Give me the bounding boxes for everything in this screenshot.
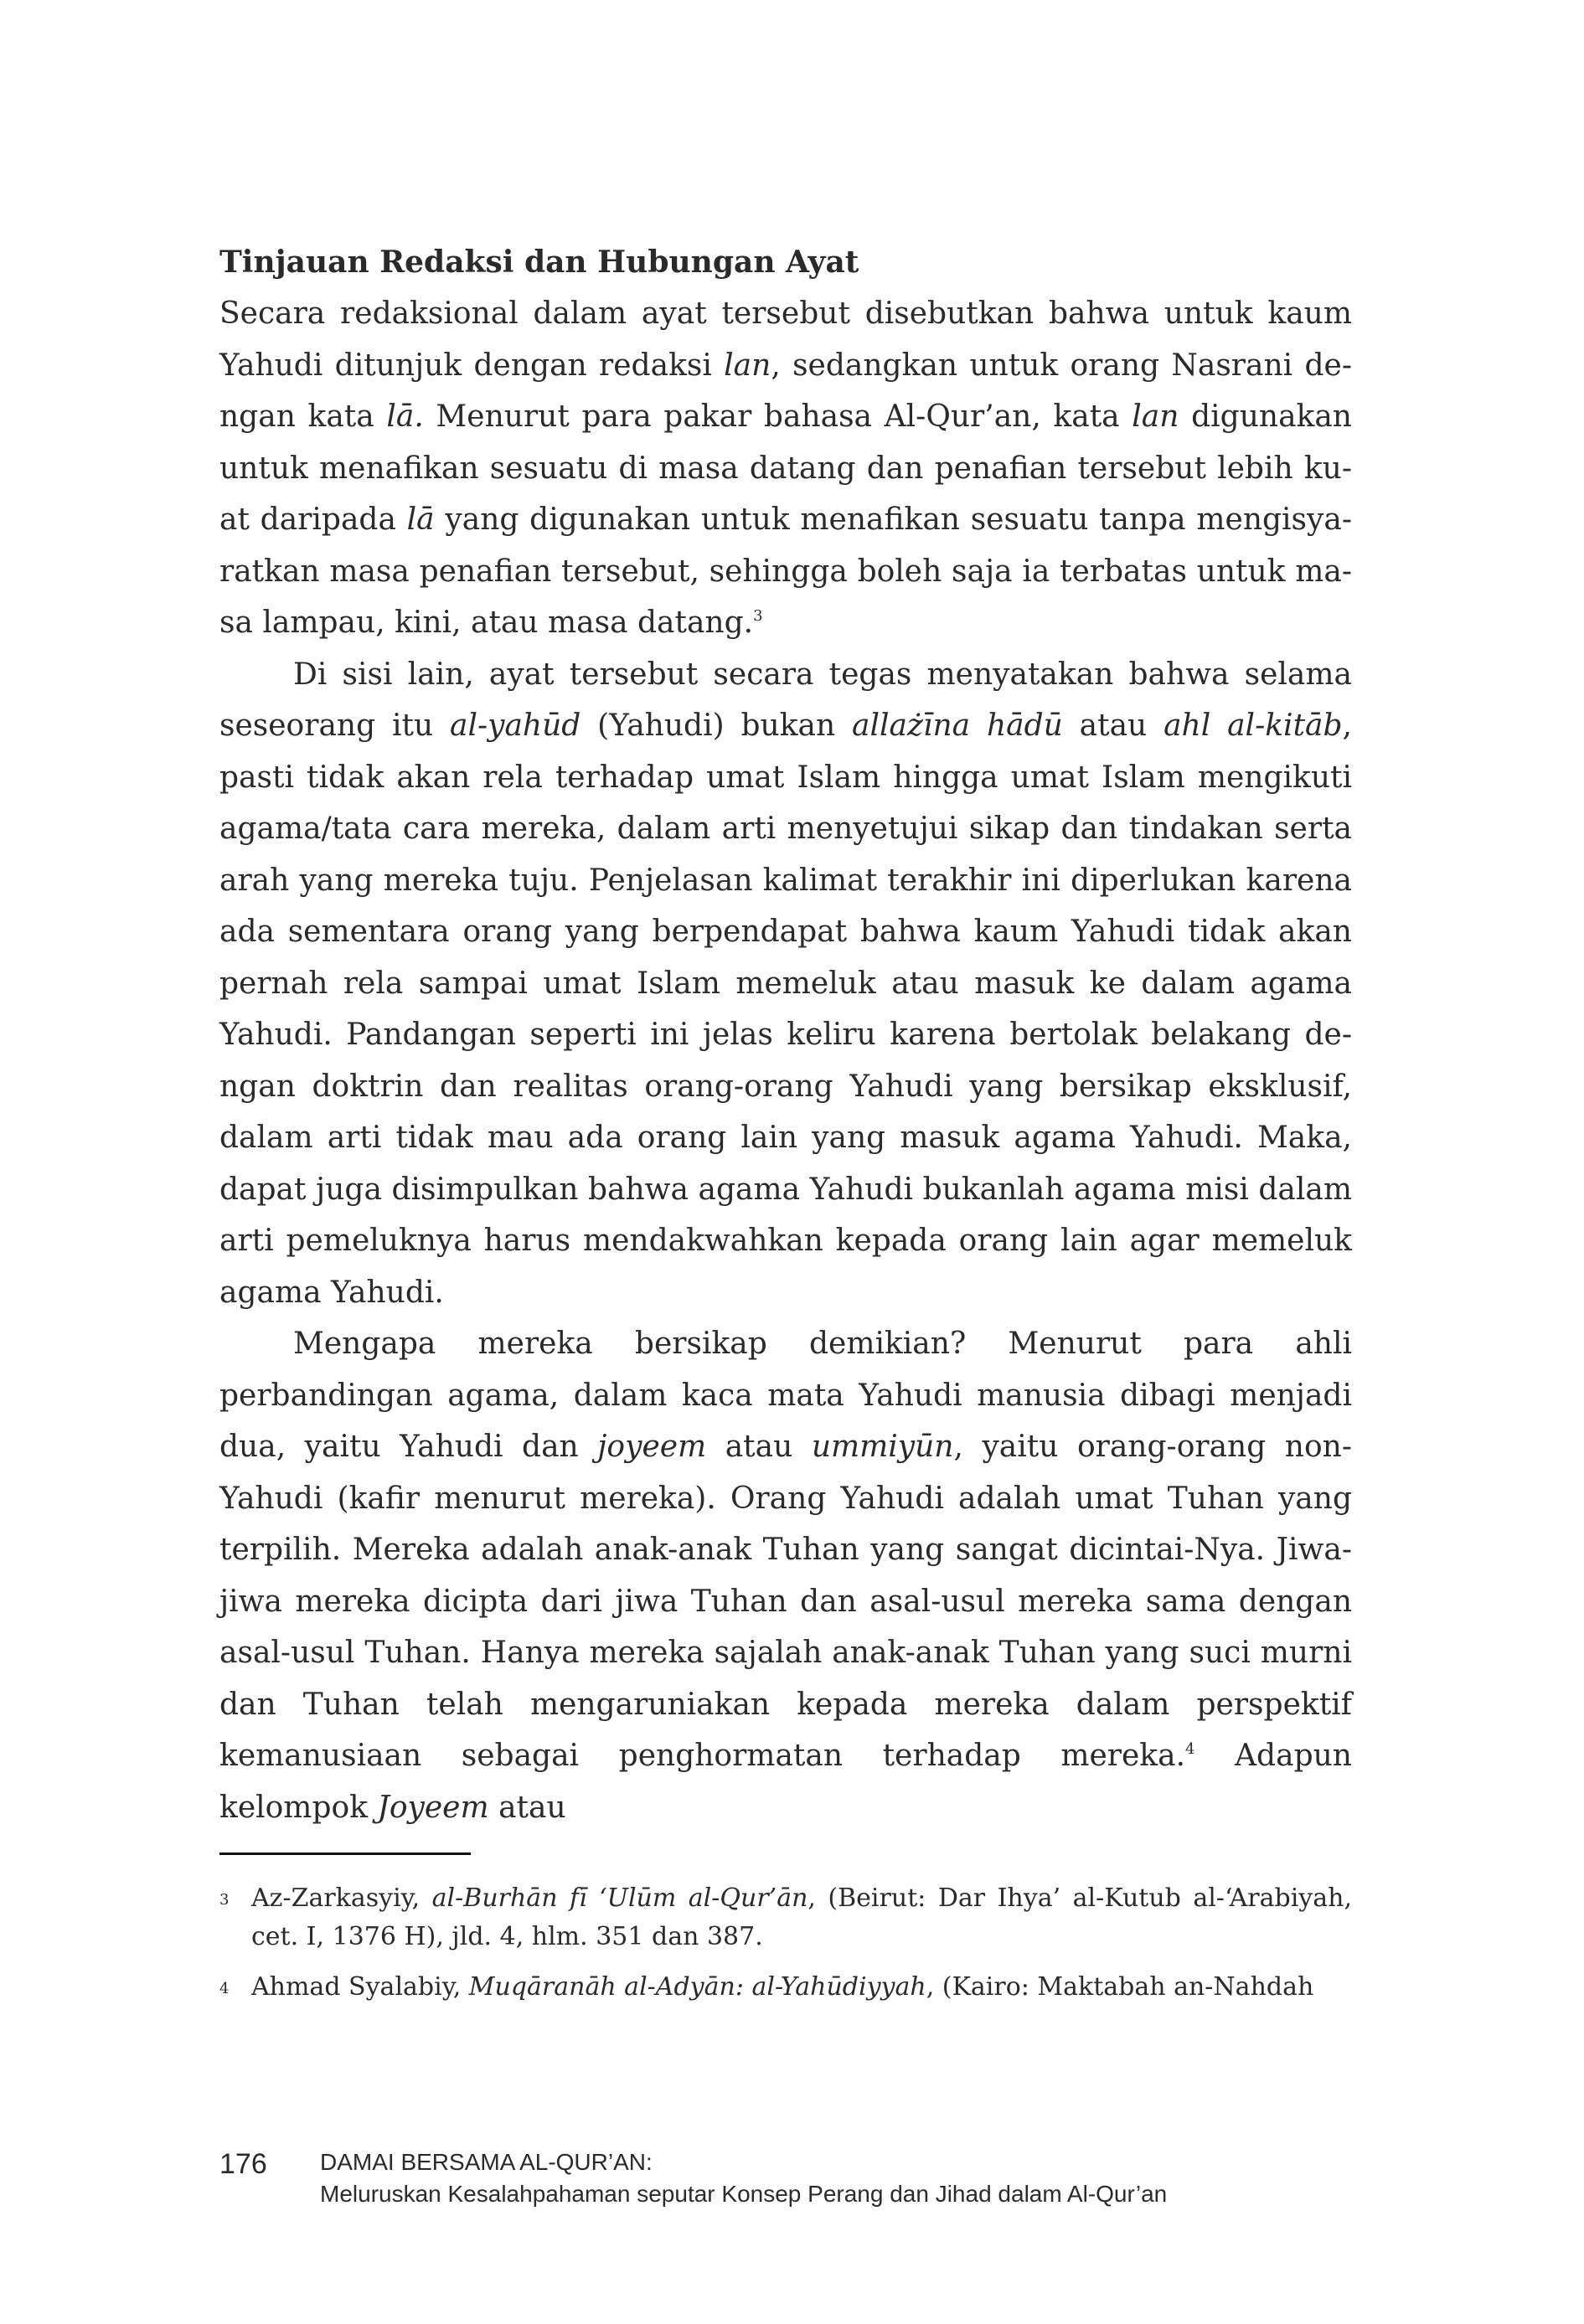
text-run: yang digunakan untuk menafikan sesuatu tanpa mengisyaratkan masa penafian tersebut, sehingga boleh saja ia terbatas untuk masa lampau, kini, atau masa datang.	[219, 502, 1353, 640]
italic-term: lan	[1132, 399, 1179, 434]
italic-term: ahl al-kitāb	[1163, 709, 1343, 743]
text-run: (Yahudi) bukan	[580, 709, 853, 743]
text-run: Mengapa mereka bersikap demikian? Menurut para ahli perbandingan agama, dalam kaca mata Yahudi manusia dibagi menjadi dua, yaitu Yahudi dan	[219, 1327, 1352, 1464]
footnote-number: 3	[219, 1891, 230, 1909]
footnote-4	[219, 1968, 1352, 2008]
italic-title: al-Burhān fī ‘Ulūm al-Qur’ān	[431, 1883, 808, 1913]
text-run: , (Kairo: Maktabah an-Nahdah	[926, 1972, 1314, 2002]
paragraph-3	[219, 1318, 1352, 1833]
text-run: Adapun kelompok	[219, 1739, 1352, 1825]
footnote-ref-4[interactable]: 4	[1185, 1740, 1195, 1758]
running-title	[320, 2146, 1167, 2210]
footnotes	[219, 1879, 1352, 2020]
italic-term: allażīna hādū	[852, 709, 1063, 743]
text-run: Secara redaksional dalam ayat tersebut disebutkan bahwa untuk kaum Yahudi ditunjuk dengan redaksi	[219, 296, 1352, 383]
page-footer	[219, 2146, 1167, 2210]
footnote-number: 4	[219, 1980, 230, 1997]
book-title: DAMAI BERSAMA AL-QUR’AN:	[320, 2149, 653, 2175]
italic-term: lan	[724, 348, 771, 383]
italic-term: lā	[406, 502, 435, 537]
footnote-text	[251, 1968, 1352, 2008]
footnote-ref-3[interactable]: 3	[753, 607, 763, 625]
footnote-text	[251, 1879, 1352, 1956]
italic-title: Muqāranāh al-Adyān: al-Yahūdiyyah	[468, 1972, 926, 2002]
italic-term: Joyeem	[377, 1790, 489, 1825]
footnote-divider	[219, 1853, 471, 1855]
text-run: Menurut para pakar bahasa Al-Qur’an, kata	[423, 399, 1133, 434]
italic-term: lā.	[386, 399, 424, 434]
italic-term: al-yahūd	[449, 709, 581, 743]
text-run: , yaitu orang-orang non-Yahudi (kafir menurut mereka). Orang Yahudi adalah umat Tuhan yang terpilih. Mereka adalah anak-anak Tuhan yang sangat dicintai-Nya. Jiwa-jiwa mereka dicipta dari jiwa Tuhan dan asal-usul mereka sama dengan asal-usul Tuhan. Hanya mereka sajalah anak-anak Tuhan yang suci murni dan Tuhan telah mengaruniakan kepada mereka dalam perspektif kemanusiaan sebagai penghormatan terhadap mereka.	[219, 1430, 1353, 1773]
italic-term: ummiyūn	[811, 1430, 954, 1464]
italic-term: joyeem	[597, 1430, 707, 1464]
text-run: Di sisi lain, ayat tersebut secara tegas menyatakan bahwa selama seseorang itu	[219, 657, 1352, 743]
footnote-3	[219, 1879, 1352, 1956]
text-run: digunakan untuk menafikan sesuatu di masa datang dan penafian tersebut lebih kuat daripada	[219, 399, 1352, 537]
text-run: , sedangkan untuk orang Nasrani dengan kata	[219, 348, 1352, 434]
book-subtitle: Meluruskan Kesalahpahaman seputar Konsep Perang dan Jihad dalam Al-Qur’an	[320, 2181, 1168, 2207]
section-heading: Tinjauan Redaksi dan Hubungan Ayat	[219, 245, 859, 280]
text-run: , pasti tidak akan rela terhadap umat Islam hingga umat Islam mengikuti agama/tata cara mereka, dalam arti menyetujui sikap dan tindakan serta arah yang mereka tuju. Penjelasan kalimat terakhir ini diperlukan karena ada sementara orang yang berpendapat bahwa kaum Yahudi tidak akan pernah rela sampai umat Islam memeluk atau masuk ke dalam agama Yahudi. Pandangan seperti ini jelas keliru karena bertolak belakang dengan doktrin dan realitas orang-orang Yahudi yang bersikap eksklusif, dalam arti tidak mau ada orang lain yang masuk agama Yahudi. Maka, dapat juga disimpulkan bahwa agama Yahudi bukanlah agama misi dalam arti pemeluknya harus mendakwahkan kepada orang lain agar memeluk agama Yahudi.	[219, 709, 1352, 1310]
page-number: 176	[219, 2148, 267, 2180]
paragraph-1	[219, 288, 1352, 649]
paragraph-2	[219, 649, 1352, 1319]
text-run: Az-Zarkasyiy,	[251, 1883, 432, 1913]
text-run: , (Beirut: Dar Ihya’ al-Kutub al-‘Arabiyah, cet. I, 1376 H), jld. 4, hlm. 351 dan 387.	[251, 1883, 1352, 1951]
text-run: Ahmad Syalabiy,	[251, 1972, 469, 2002]
text-run: atau	[1062, 709, 1164, 743]
text-run: atau	[706, 1430, 812, 1464]
text-run: atau	[488, 1790, 566, 1825]
main-text	[219, 236, 1352, 1833]
